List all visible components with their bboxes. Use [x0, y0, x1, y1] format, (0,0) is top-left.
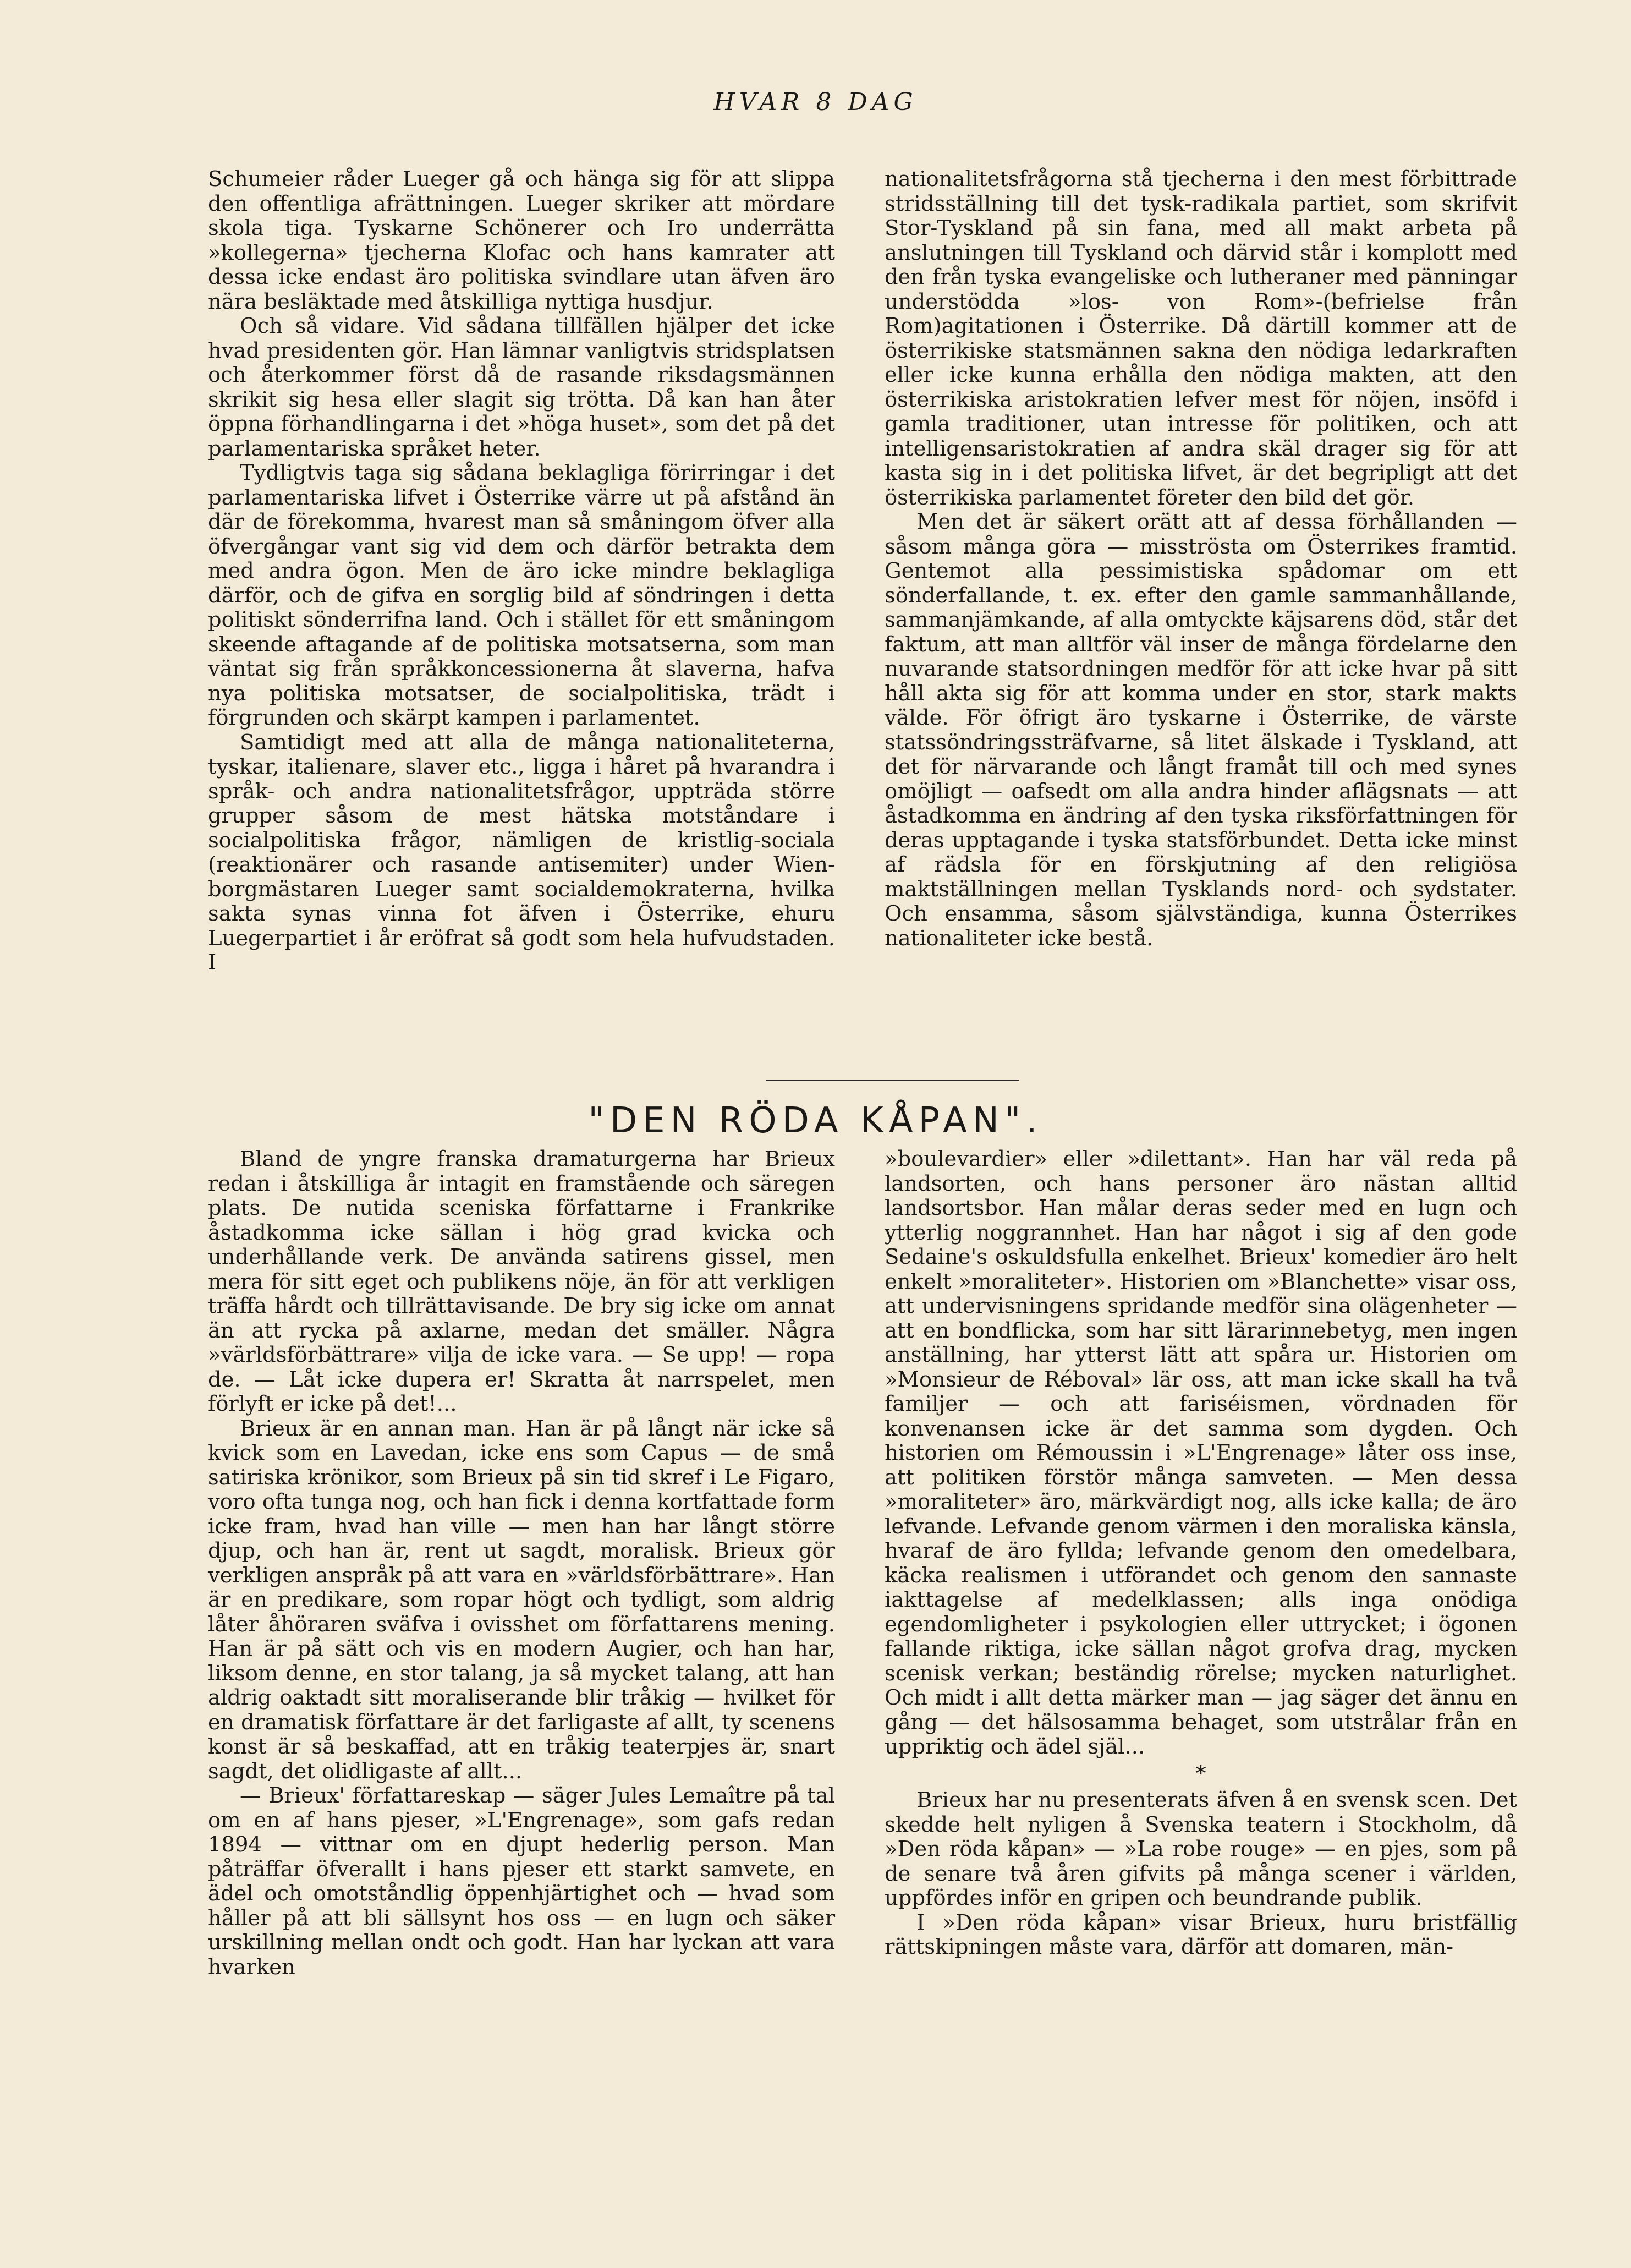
- column-3: [208, 1147, 835, 1980]
- article-headline: "DEN RÖDA KÅPAN".: [588, 1100, 1043, 1141]
- paragraph: Schumeier råder Lueger gå och hänga sig för att slippa den offentliga afrättningen. Lueger skriker att mördare skola tiga. Tyskarne Schönerer och Iro underrätta »kollegerna» tjecherna Klofac och hans kamrater att dessa icke endast äro politiska svindlare utan äfven äro nära besläktade med åtskilliga nyttiga husdjur.: [208, 167, 835, 314]
- paragraph: Samtidigt med att alla de många nationaliteterna, tyskar, italienare, slaver etc., ligga i håret på hvarandra i språk- och andra nationalitetsfrågor, uppträda större grupper såsom de mest hätska motståndare i socialpolitiska frågor, nämligen de kristlig-sociala (reaktionärer och rasande antisemiter) under Wien-borgmästaren Lueger samt socialdemokraterna, hvilka sakta synas vinna fot äfven i Österrike, ehuru Luegerpartiet i år eröfrat så godt som hela hufvudstaden. I: [208, 730, 835, 975]
- column-2: [885, 167, 1517, 951]
- paragraph: »boulevardier» eller »dilettant». Han har väl reda på landsorten, och hans personer äro nästan alltid landsortsbor. Han målar deras seder med en lugn och ytterlig noggrannhet. Han har något i sig af den gode Sedaine's oskuldsfulla enkelhet. Brieux' komedier äro helt enkelt »moraliteter». Historien om »Blanchette» visar oss, att undervisningens spridande medför sina olägenheter — att en bondflicka, som har sitt lärarinnebetyg, men ingen anställning, har ytterst lätt att spåra ur. Historien om »Monsieur de Réboval» lär oss, att man icke skall ha två familjer — och att fariséismen, vördnaden för konvenansen icke är det samma som dygden. Och historien om Rémoussin i »L'Engrenage» låter oss inse, att politiken förstör många samveten. — Men dessa »moraliteter» äro, märkvärdigt nog, alls icke kalla; de äro lefvande. Lefvande genom värmen i den moraliska känsla, hvaraf de äro fyllda; lefvande genom den omedelbara, käcka realismen i utförandet och genom den sannaste iakttagelse af medelklassen; alls inga onödiga egendomligheter i psykologien eller uttrycket; i ögonen fallande riktiga, icke sällan något grofva drag, mycken scenisk verkan; beständig rörelse; mycken naturlighet. Och midt i allt detta märker man — jag säger det ännu en gång — det hälsosamma behaget, som utstrålar från en uppriktig och ädel själ...: [885, 1147, 1517, 1759]
- running-head: HVAR 8 DAG: [713, 88, 918, 116]
- paragraph: Och så vidare. Vid sådana tillfällen hjälper det icke hvad presidenten gör. Han lämnar vanligtvis stridsplatsen och återkommer först då de rasande riksdagsmännen skrikit sig hesa eller slagit sig trötta. Då kan han åter öppna förhandlingarna i det »höga huset», som det på det parlamentariska språket heter.: [208, 314, 835, 461]
- asterism: *: [1195, 1761, 1206, 1786]
- section-divider: [766, 1080, 1019, 1081]
- paragraph: Brieux är en annan man. Han är på långt när icke så kvick som en Lavedan, icke ens som Capus — de små satiriska krönikor, som Brieux på sin tid skref i Le Figaro, voro ofta tunga nog, och han fick i denna kortfattade form icke fram, hvad han ville — men han har långt större djup, och han är, rent ut sagdt, moralisk. Brieux gör verkligen anspråk på att vara en »världsförbättrare». Han är en predikare, som ropar högt och tydligt, som aldrig låter åhöraren sväfva i ovisshet om författarens mening. Han är på sätt och vis en modern Augier, och han har, liksom denne, en stor talang, ja så mycket talang, att han aldrig oaktadt sitt moraliserande blir tråkig — hvilket för en dramatisk författare är det farligaste af allt, ty scenens konst är så beskaffad, att en tråkig teaterpjes är, snart sagdt, det olidligaste af allt...: [208, 1416, 835, 1784]
- paragraph: Brieux har nu presenterats äfven å en svensk scen. Det skedde helt nyligen å Svenska teatern i Stockholm, då »Den röda kåpan» — »La robe rouge» — en pjes, som på de senare två åren gifvits på många scener i världen, uppfördes inför en gripen och beundrande publik.: [885, 1788, 1517, 1910]
- column-1: [208, 167, 835, 976]
- paragraph: nationalitetsfrågorna stå tjecherna i den mest förbittrade stridsställning till det tysk-radikala partiet, som skrifvit Stor-Tyskland på sin fana, med all makt arbeta på anslutningen till Tyskland och därvid står i komplott med den från tyska evangeliske och lutheraner med pänningar understödda »los- von Rom»-(befrielse från Rom)agitationen i Österrike. Då därtill kommer att de österrikiske statsmännen sakna den nödiga ledarkraften eller icke kunna erhålla den nödiga makten, att den österrikiska aristokratien lefver mest för nöjen, insöfd i gamla traditioner, utan intresse för politiken, och att intelligensaristokratien af andra skäl drager sig för att kasta sig in i det politiska lifvet, är det begripligt att det österrikiska parlamentet företer den bild det gör.: [885, 167, 1517, 510]
- column-4: [885, 1147, 1517, 1960]
- paragraph: Tydligtvis taga sig sådana beklagliga förirringar i det parlamentariska lifvet i Österrike värre ut på afstånd än där de förekomma, hvarest man så småningom öfver alla öfvergångar vant sig vid dem och därför betrakta dem med andra ögon. Men de äro icke mindre beklagliga därför, och de gifva en sorglig bild af söndringen i detta politiskt sönderrifna land. Och i stället för ett småningom skeende aftagande af de politiska motsatserna, som man väntat sig från språkkoncessionerna åt slaverna, hafva nya politiska motsatser, de socialpolitiska, trädt i förgrunden och skärpt kampen i parlamentet.: [208, 461, 835, 730]
- paragraph: Bland de yngre franska dramaturgerna har Brieux redan i åtskilliga år intagit en framstående och säregen plats. De nutida sceniska författarne i Frankrike åstadkomma icke sällan i hög grad kvicka och underhållande verk. De använda satirens gissel, men mera för sitt eget och publikens nöje, än för att verkligen träffa hårdt och tillrättavisande. De bry sig icke om annat än att rycka på axlarne, medan det smäller. Några »världsförbättrare» vilja de icke vara. — Se upp! — ropa de. — Låt icke dupera er! Skratta åt narrspelet, men förlyft er icke på det!...: [208, 1147, 835, 1416]
- paragraph: I »Den röda kåpan» visar Brieux, huru bristfällig rättskipningen måste vara, därför att domaren, män-: [885, 1910, 1517, 1959]
- paragraph: — Brieux' författareskap — säger Jules Lemaître på tal om en af hans pjeser, »L'Engrenage», som gafs redan 1894 — vittnar om en djupt hederlig person. Man påträffar öfverallt i hans pjeser ett starkt samvete, en ädel och omotståndlig öppenhjärtighet och — hvad som håller på att bli sällsynt hos oss — en lugn och säker urskillning mellan ondt och godt. Han har lyckan att vara hvarken: [208, 1783, 835, 1980]
- paragraph: Men det är säkert orätt att af dessa förhållanden — såsom många göra — misströsta om Österrikes framtid. Gentemot alla pessimistiska spådomar om ett sönderfallande, t. ex. efter den gamle sammanhållande, sammanjämkande, af alla omtyckte käjsarens död, står det faktum, att man alltför väl inser de många fördelarne den nuvarande statsordningen medför för att icke hvar på sitt håll akta sig för att komma under en stor, stark makts välde. För öfrigt äro tyskarne i Österrike, de värste statssöndringssträfvarne, så litet älskade i Tyskland, att det för närvarande och långt framåt till och med synes omöjligt — oafsedt om alla andra hinder aflägsnats — att åstadkomma en ändring af den tyska riksförfattningen för deras upptagande i tyska statsförbundet. Detta icke minst af rädsla för en förskjutning af den religiösa maktställningen mellan Tysklands nord- och sydstater. Och ensamma, såsom självständiga, kunna Österrikes nationaliteter icke bestå.: [885, 510, 1517, 951]
